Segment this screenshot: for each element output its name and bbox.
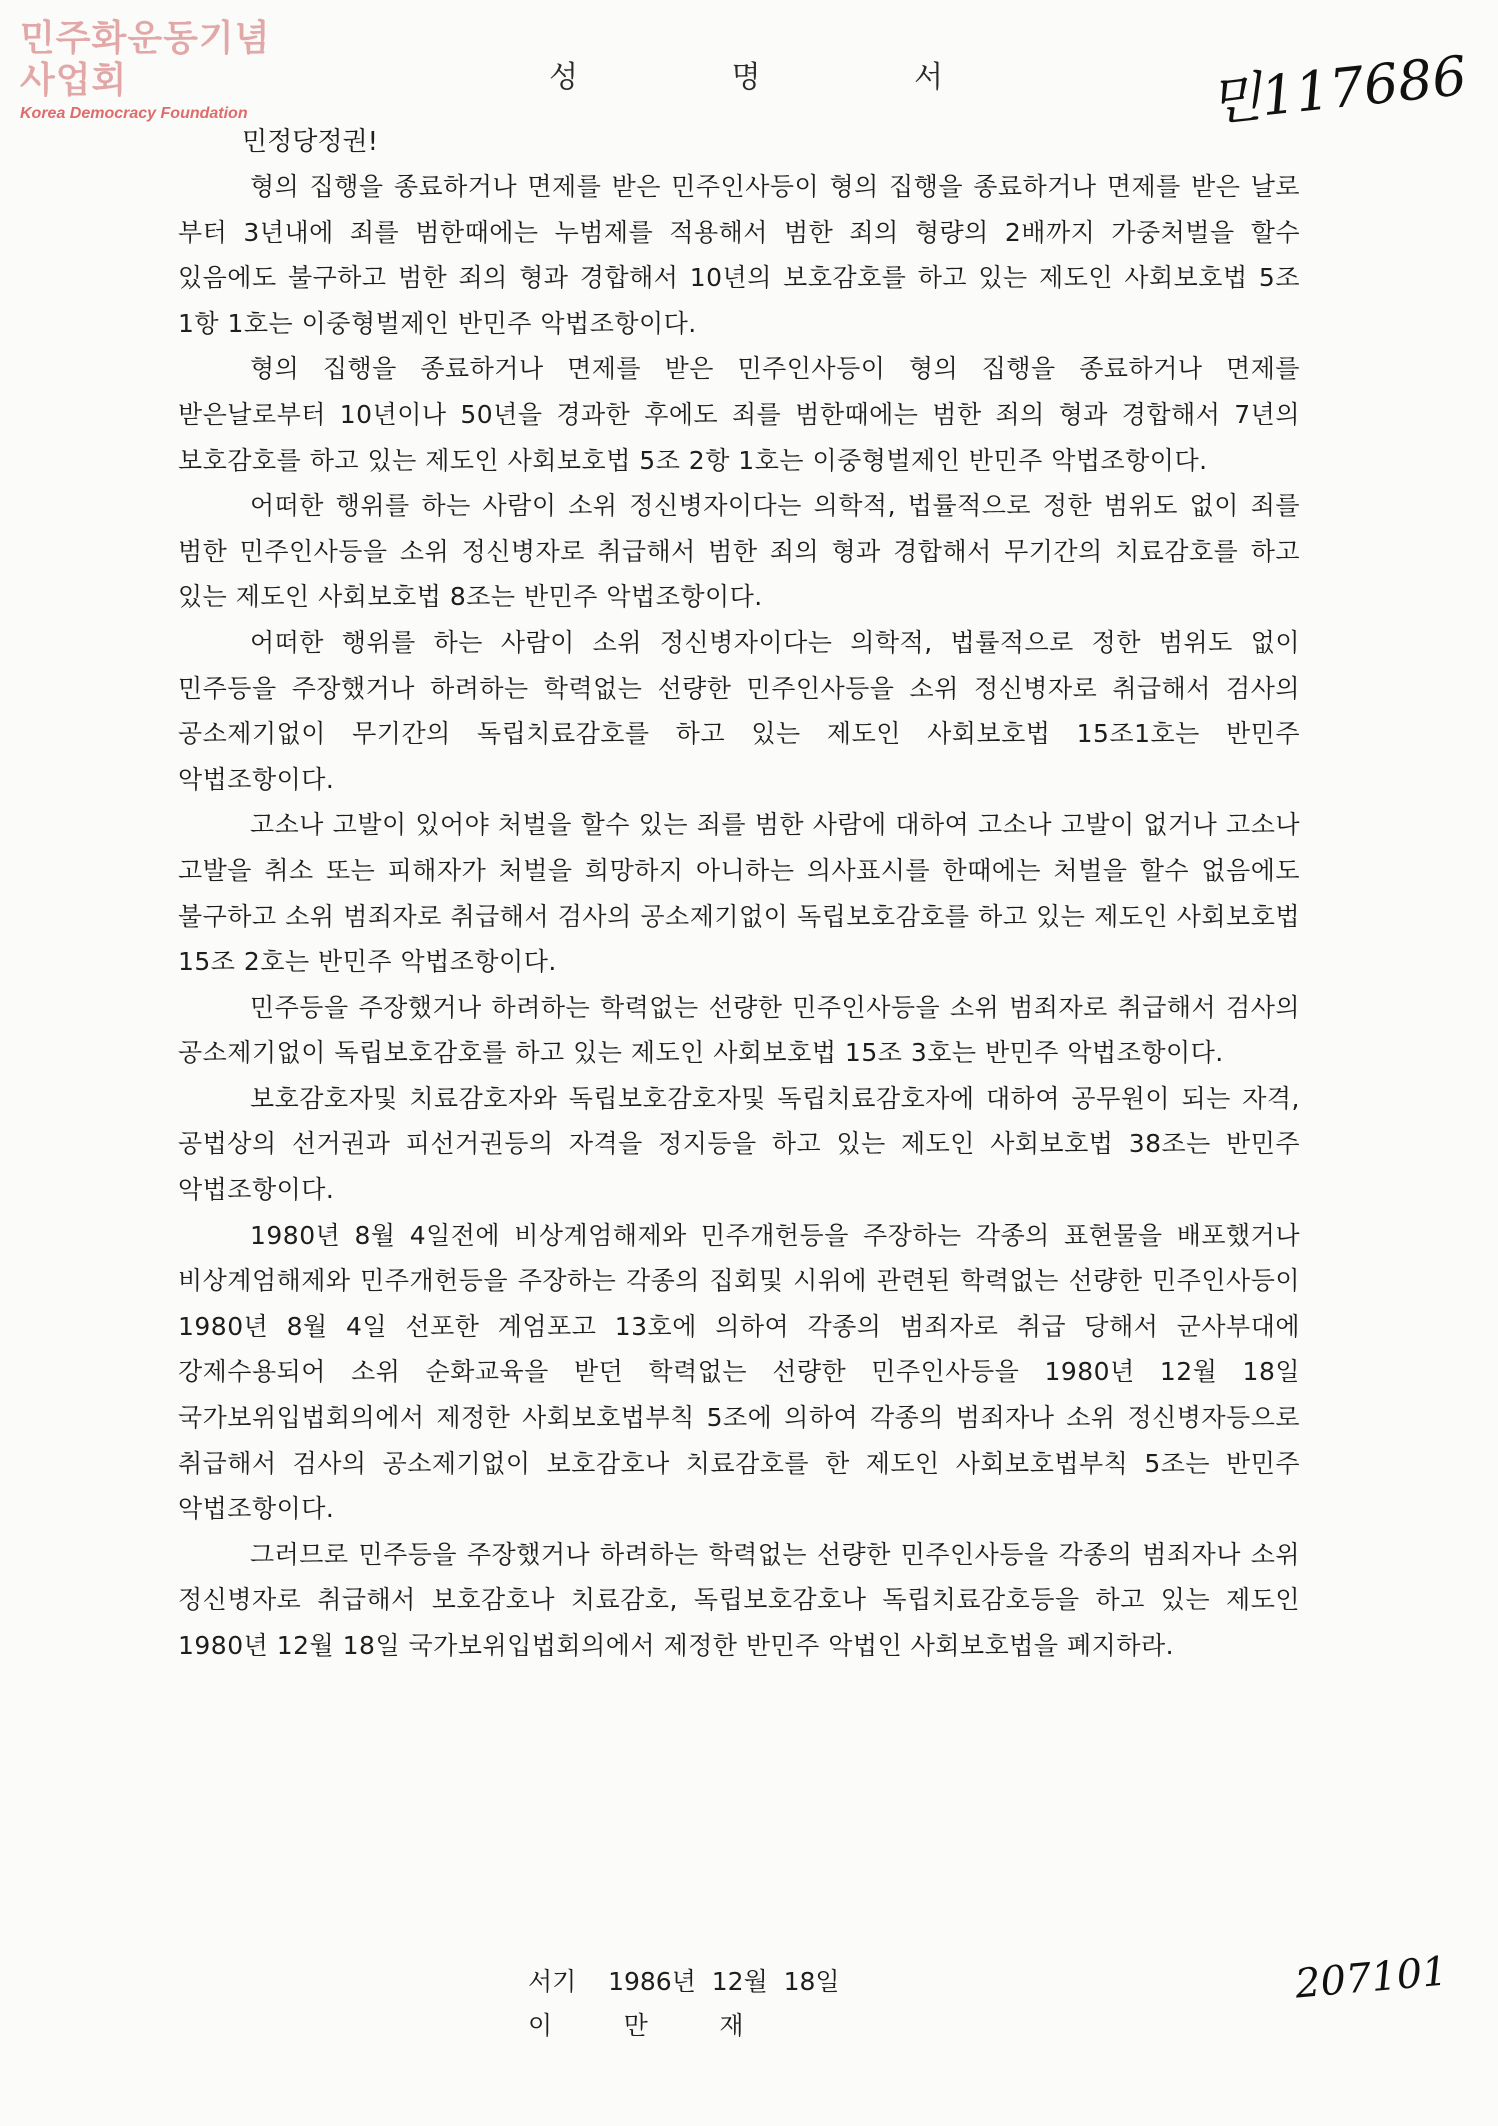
greeting: 민정당정권! [242, 127, 379, 157]
document-body [178, 120, 1300, 1669]
paragraph-1: 형의 집행을 종료하거나 면제를 받은 민주인사등이 형의 집행을 종료하거나 면제를 받은 날로 부터 3년내에 죄를 범한때에는 누범제를 적용해서 범한 죄의 형량의 2배까지 가중처벌을 할수 있음에도 불구하고 범한 죄의 형과 경합해서 10년의 보호감호를 하고 있는 제도인 사회보호법 5조 1항 1호는 이중형벌제인 반민주 악법조항이다. [178, 172, 1300, 338]
date-line: 서기 1986년 12월 18일 [528, 1967, 840, 1996]
title-char-1: 성 [548, 60, 584, 95]
paragraph-9: 그러므로 민주등을 주장했거나 하려하는 학력없는 선량한 민주인사등을 각종의 범죄자나 소위 정신병자로 취급해서 보호감호나 치료감호, 독립보호감호나 독립치료감호등을 하고 있는 제도인 1980년 12월 18일 국가보위입법회의에서 제정한 반민주 악법인 사회보호법을 폐지하라. [178, 1539, 1300, 1660]
logo-korean-text: 민주화운동기념사업회 [20, 18, 271, 101]
logo-english-text: Korea Democracy Foundation [20, 105, 248, 122]
paragraph-2: 형의 집행을 종료하거나 면제를 받은 민주인사등이 형의 집행을 종료하거나 면제를 받은날로부터 10년이나 50년을 경과한 후에도 죄를 범한때에는 범한 죄의 형과 경합해서 7년의 보호감호를 하고 있는 제도인 사회보호법 5조 2항 1호는 이중형벌제인 반민주 악법조항이다. [178, 354, 1300, 475]
paragraph-7: 보호감호자및 치료감호자와 독립보호감호자및 독립치료감호자에 대하여 공무원이 되는 자격, 공법상의 선거권과 피선거권등의 자격을 정지등을 하고 있는 제도인 사회보호법 38조는 반민주 악법조항이다. [178, 1083, 1300, 1205]
page-number-handwritten: 207101 [1293, 1948, 1450, 2008]
closing-block [528, 1960, 840, 2048]
paragraph-5: 고소나 고발이 있어야 처벌을 할수 있는 죄를 범한 사람에 대하여 고소나 고발이 없거나 고소나 고발을 취소 또는 피해자가 처벌을 희망하지 아니하는 의사표시를 한때에는 처벌을 할수 없음에도 불구하고 소위 범죄자로 취급해서 검사의 공소제기없이 독립보호감호를 하고 있는 제도인 사회보호법 15조 2호는 반민주 악법조항이다. [178, 810, 1300, 977]
title-char-2: 명 [731, 60, 767, 95]
paragraph-4: 어떠한 행위를 하는 사람이 소위 정신병자이다는 의학적, 법률적으로 정한 범위도 없이 민주등을 주장했거나 하려하는 학력없는 선량한 민주인사등을 소위 정신병자로 취급해서 검사의 공소제기없이 무기간의 독립치료감호를 하고 있는 제도인 사회보호법 15조1호는 반민주 악법조항이다. [178, 627, 1300, 794]
author-line: 이 만 재 [528, 2011, 744, 2040]
paragraph-6: 민주등을 주장했거나 하려하는 학력없는 선량한 민주인사등을 소위 범죄자로 취급해서 검사의 공소제기없이 독립보호감호를 하고 있는 제도인 사회보호법 15조 3호는 반민주 악법조항이다. [178, 992, 1300, 1068]
archive-id-handwritten: 민117686 [1206, 43, 1470, 134]
title-char-3: 서 [914, 60, 950, 95]
paragraph-3: 어떠한 행위를 하는 사람이 소위 정신병자이다는 의학적, 법률적으로 정한 범위도 없이 죄를 범한 민주인사등을 소위 정신병자로 취급해서 범한 죄의 형과 경합해서 무기간의 치료감호를 하고 있는 제도인 사회보호법 8조는 반민주 악법조항이다. [178, 491, 1300, 612]
paragraph-8: 1980년 8월 4일전에 비상계엄해제와 민주개헌등을 주장하는 각종의 표현물을 배포했거나 비상계엄해제와 민주개헌등을 주장하는 각종의 집회및 시위에 관련된 학력없는 선량한 민주인사등이 1980년 8월 4일 선포한 계엄포고 13호에 의하여 각종의 범죄자로 취급 당해서 군사부대에 강제수용되어 소위 순화교육을 받던 학력없는 선량한 민주인사등을 1980년 12월 18일 국가보위입법회의에서 제정한 사회보호법부칙 5조에 의하여 각종의 범죄자나 소위 정신병자등으로 취급해서 검사의 공소제기없이 보호감호나 치료감호를 한 제도인 사회보호법부칙 5조는 반민주 악법조항이다. [178, 1220, 1300, 1524]
